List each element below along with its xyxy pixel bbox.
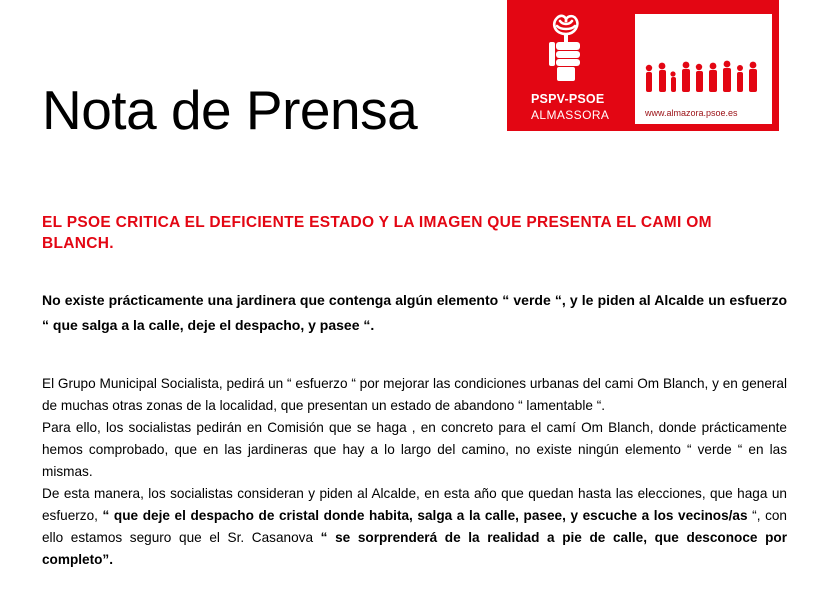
- people-silhouettes-icon: [635, 54, 772, 106]
- paragraph-3-text-b: “, con ello estamos seguro que el Sr. Casanova: [42, 508, 787, 545]
- paragraph-3-text-a: De esta manera, los socialistas consideran y piden al Alcalde, en esta año que quedan hasta las elecciones, que haga un esfuerzo,: [42, 486, 787, 523]
- paragraph-3: [42, 483, 787, 571]
- party-name: PSPV-PSOE: [531, 92, 605, 106]
- article-body: [42, 373, 787, 571]
- headline: EL PSOE CRITICA EL DEFICIENTE ESTADO Y LA IMAGEN QUE PRESENTA EL CAMI OM BLANCH.: [42, 214, 712, 252]
- paragraph-1: El Grupo Municipal Socialista, pedirá un “ esfuerzo “ por mejorar las condiciones urbanas del cami Om Blanch, y en general de muchas otras zonas de la localidad, que presentan un estado de abandono “ lamentable “.: [42, 376, 787, 413]
- town-name: ALMASSORA: [531, 108, 610, 122]
- subheadline: No existe prácticamente una jardinera que contenga algún elemento “ verde “, y le piden al Alcalde un esfuerzo “ que salga a la calle, deje el despacho, y pasee “.: [42, 292, 787, 333]
- rose-fist-icon: [543, 12, 589, 84]
- people-panel: [635, 14, 772, 124]
- paragraph-3-quote-b: “ se sorprenderá de la realidad a pie de calle, que desconoce por completo”.: [42, 530, 787, 567]
- paragraph-3-quote-a: “ que deje el despacho de cristal donde habita, salga a la calle, pasee, y escuche a los vecinos/as: [102, 508, 753, 523]
- party-website: www.almazora.psoe.es: [645, 108, 738, 118]
- page-title: Nota de Prensa: [42, 79, 418, 141]
- party-logo: [507, 0, 779, 131]
- paragraph-2: Para ello, los socialistas pedirán en Comisión que se haga , en concreto para el camí Om Blanch, donde prácticamente hemos comprobado, que en las jardineras que hay a lo largo del camino, no existe ningún elemento “ verde “ en las mismas.: [42, 420, 787, 479]
